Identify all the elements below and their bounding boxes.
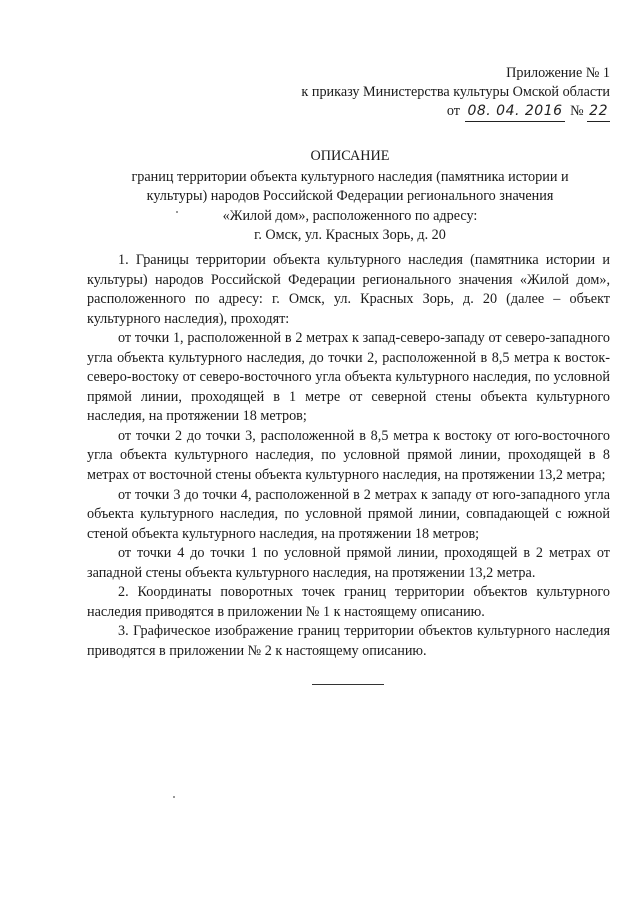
order-reference: к приказу Министерства культуры Омской области [301, 84, 610, 100]
title-line-2: культуры) народов Российской Федерации регионального значения [146, 188, 554, 205]
handwritten-date: 08. 04. 2016 [465, 102, 564, 122]
title-line-3: «Жилой дом», расположенного по адресу: [222, 207, 478, 224]
paragraph-coordinates: 2. Координаты поворотных точек границ территории объектов культурного наследия приводятся в приложении № 1 к настоящему описанию. [87, 584, 610, 620]
number-sign: № [570, 103, 584, 119]
order-date-number [301, 102, 610, 122]
paragraph-graphic: 3. Графическое изображение границ территории объектов культурного наследия приводятся в приложении № 2 к настоящему описанию. [87, 623, 610, 659]
paragraph-point-1-2: от точки 1, расположенной в 2 метрах к запад-северо-западу от северо-западного угла объекта культурного наследия, до точки 2, расположенной в 8,5 метра к восток-северо-востоку от северо-восточного угла объекта культурного наследия, по условной прямой линии, проходящей в 1 метре от северной стены объекта культурного наследия, на протяжении 18 метров; [87, 330, 610, 425]
paragraph-point-3-4: от точки 3 до точки 4, расположенной в 2 метрах к западу от юго-западного угла объекта культурного наследия, по условной прямой линии, совпадающей с южной стеной объекта культурного наследия, на протяжении 18 метров; [87, 486, 610, 542]
appendix-header [301, 64, 610, 122]
scan-speck [176, 211, 178, 213]
handwritten-number: 22 [587, 102, 610, 122]
scan-speck [173, 796, 175, 798]
title-line-1: границ территории объекта культурного наследия (памятника истории и [131, 168, 569, 185]
document-heading: ОПИСАНИЕ [310, 148, 390, 164]
paragraph-point-4-1: от точки 4 до точки 1 по условной прямой линии, проходящей в 2 метрах от западной стены объекта культурного наследия, на протяжении 13,2 метра. [87, 545, 610, 581]
title-line-4: г. Омск, ул. Красных Зорь, д. 20 [254, 227, 446, 244]
from-prefix: от [446, 103, 460, 119]
paragraph-boundaries-intro: 1. Границы территории объекта культурного наследия (памятника истории и культуры) народов Российской Федерации регионального значения «Жилой дом», расположенного по адресу: г. Омск, ул. Красных Зорь, д. 20 (далее – объект культурного наследия), проходят: [87, 252, 610, 327]
description-body [87, 251, 610, 661]
appendix-label: Приложение № 1 [506, 65, 610, 81]
description-title-block [60, 147, 640, 246]
closing-separator-line [312, 684, 384, 685]
paragraph-point-2-3: от точки 2 до точки 3, расположенной в 8,5 метра к востоку от юго-восточного угла объекта культурного наследия, по условной прямой линии, проходящей в 8 метрах от восточной стены объекта культурного наследия, на протяжении 13,2 метра; [87, 427, 610, 484]
